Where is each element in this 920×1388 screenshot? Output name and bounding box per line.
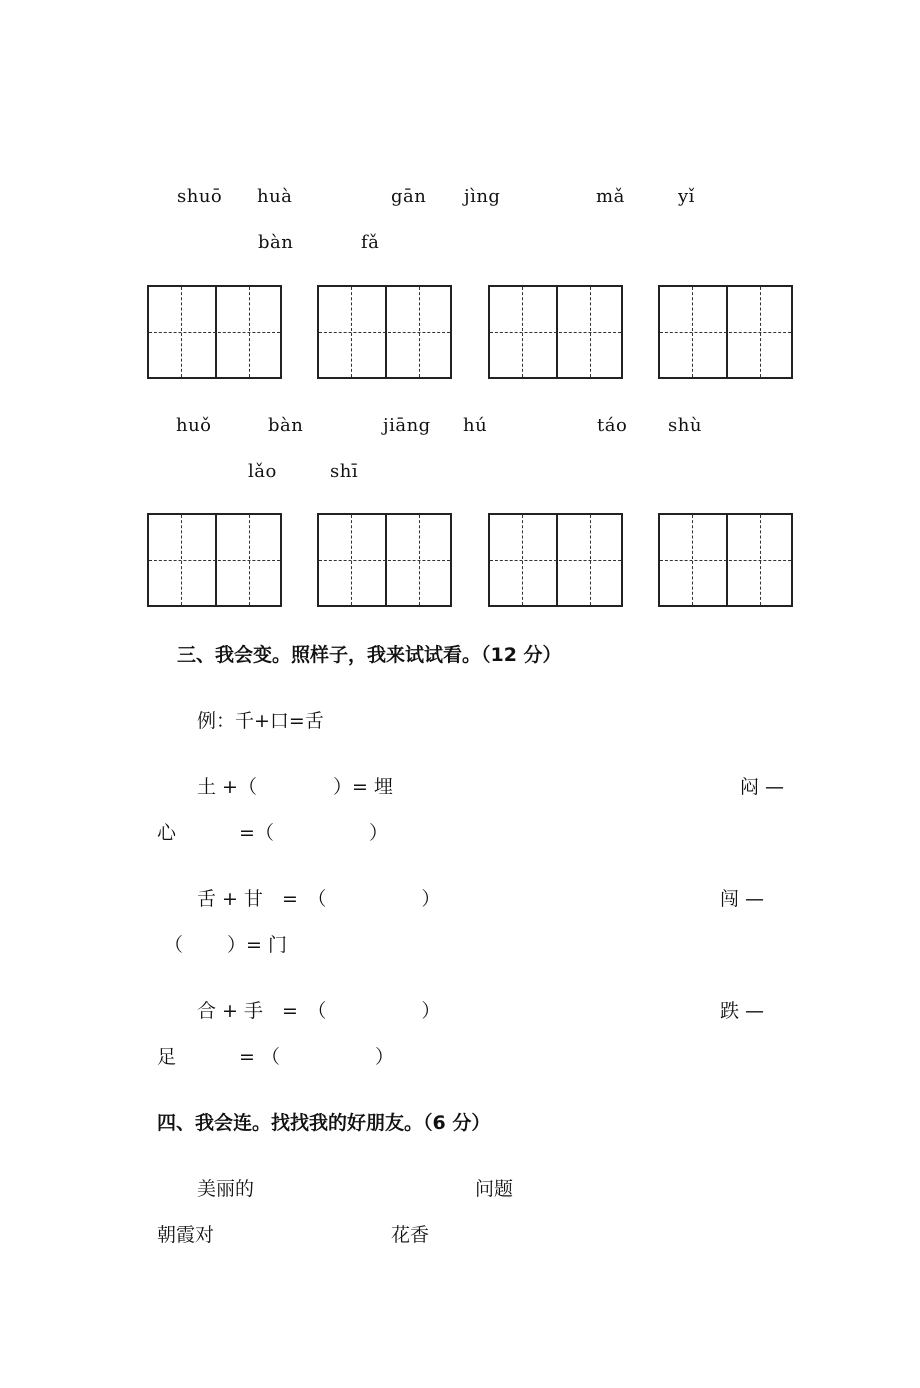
pinyin-1a-1: shuō (177, 186, 223, 207)
match-item: 问题 (475, 1178, 514, 1200)
writing-grid (147, 285, 282, 379)
pinyin-1a-2: huà (257, 186, 293, 207)
section3-heading: 三、我会变。照样子，我来试试看。（12 分） (177, 644, 562, 666)
match-item: 美丽的 (197, 1178, 255, 1200)
pinyin-2c-1: táo (597, 415, 628, 436)
match-item: 花香 (391, 1224, 430, 1246)
pinyin-1c-1: mǎ (596, 186, 625, 207)
exercise-1-right: 闷 — (740, 776, 785, 798)
pinyin-2d-2: shī (330, 461, 359, 482)
pinyin-1b-1: gān (391, 186, 427, 207)
writing-grid (317, 285, 452, 379)
writing-grid (658, 285, 793, 379)
exercise-1-left: 土 +（ ）= 埋 (197, 776, 393, 798)
pinyin-2d-1: lǎo (248, 461, 277, 482)
writing-grid (488, 285, 623, 379)
pinyin-2a-2: bàn (268, 415, 304, 436)
writing-grid (488, 513, 623, 607)
writing-grid (658, 513, 793, 607)
pinyin-2b-2: hú (463, 415, 488, 436)
exercise-2-right: 闯 — (720, 888, 765, 910)
pinyin-1d-1: bàn (258, 232, 294, 253)
section4-heading: 四、我会连。找找我的好朋友。（6 分） (157, 1112, 491, 1134)
exercise-2-cont: （ ）= 门 (164, 934, 287, 956)
pinyin-2b-1: jiāng (383, 415, 431, 436)
section3-example: 例：千+口=舌 (197, 710, 324, 732)
match-item: 朝霞对 (157, 1224, 215, 1246)
pinyin-1b-2: jìng (464, 186, 501, 207)
writing-grid (147, 513, 282, 607)
pinyin-2c-2: shù (668, 415, 702, 436)
exercise-3-right: 跌 — (720, 1000, 765, 1022)
exercise-3-cont: 足 = （ ） (157, 1046, 394, 1068)
exercise-1-cont: 心 =（ ） (157, 822, 388, 844)
exercise-3-left: 合 + 手 = （ ） (197, 1000, 441, 1022)
exercise-2-left: 舌 + 甘 = （ ） (197, 888, 441, 910)
pinyin-1d-2: fǎ (361, 232, 380, 253)
pinyin-2a-1: huǒ (176, 415, 212, 436)
writing-grid (317, 513, 452, 607)
pinyin-1c-2: yǐ (678, 186, 695, 207)
